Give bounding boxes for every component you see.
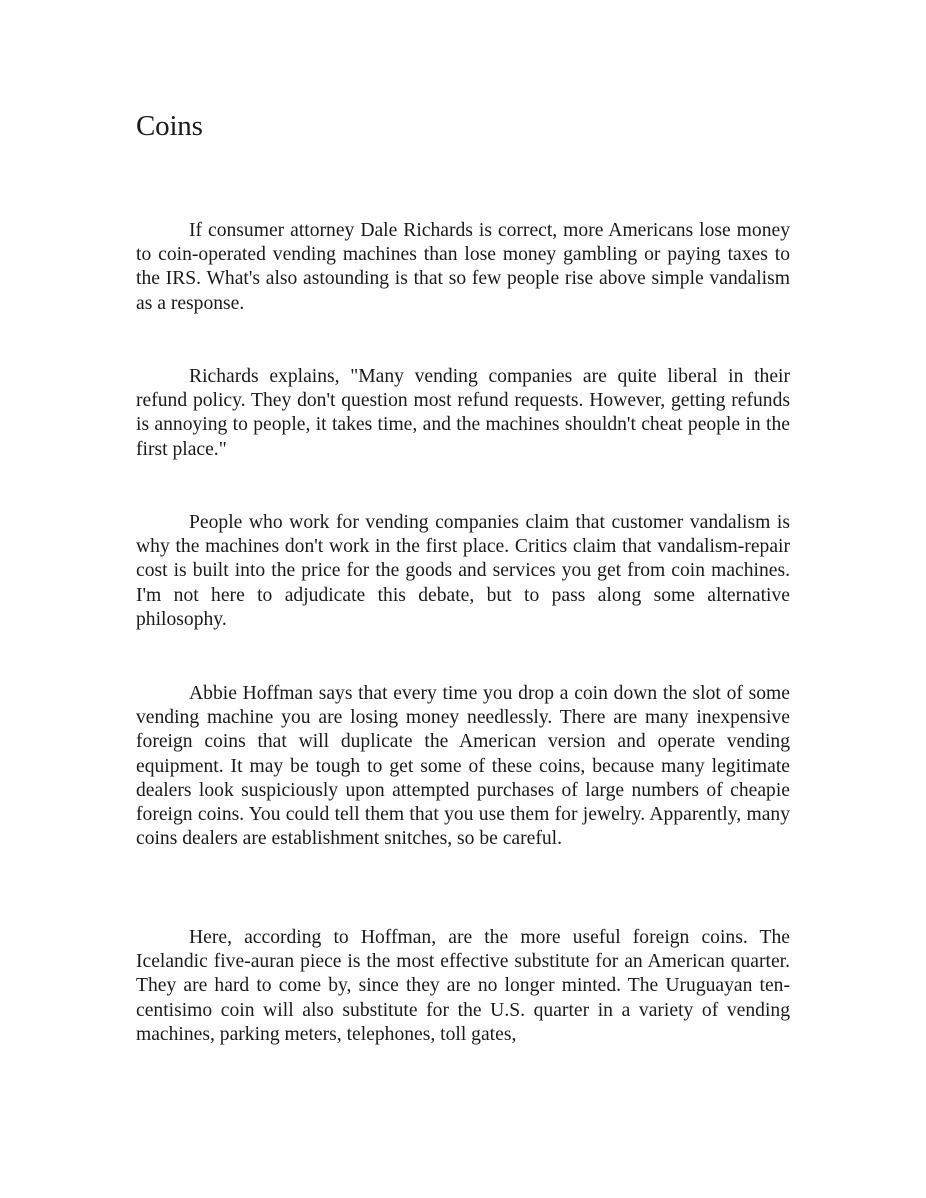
paragraph-richards-quote: Richards explains, "Many vending companies are quite liberal in their refund policy. They don't question most refund requests. However, getting refunds is annoying to people, it takes time, and the machines shouldn't cheat people in the first place." bbox=[136, 366, 790, 460]
page-title: Coins bbox=[136, 110, 203, 142]
paragraph-vending-losses: If consumer attorney Dale Richards is correct, more Americans lose money to coin-operated vending machines than lose money gambling or paying taxes to the IRS. What's also astounding is that so few people rise above simple vandalism as a response. bbox=[136, 220, 790, 314]
paragraph-hoffman-foreign-coins: Abbie Hoffman says that every time you drop a coin down the slot of some vending machine you are losing money needlessly. There are many inexpensive foreign coins that will duplicate the American version and operate vending equipment. It may be tough to get some of these coins, because many legitimate dealers look suspiciously upon attempted purchases of large numbers of cheapie foreign coins. You could tell them that you use them for jewelry. Apparently, many coins dealers are establishment snitches, so be careful. bbox=[136, 683, 790, 850]
paragraph-vandalism-debate: People who work for vending companies claim that customer vandalism is why the machines don't work in the first place. Critics claim that vandalism-repair cost is built into the price for the goods and services you get from coin machines. I'm not here to adjudicate this debate, but to pass along some alternative philosophy. bbox=[136, 512, 790, 630]
paragraph-useful-coins: Here, according to Hoffman, are the more useful foreign coins. The Icelandic five-auran piece is the most effective substitute for an American quarter. They are hard to come by, since they are no longer minted. The Uruguayan ten-centisimo coin will also substitute for the U.S. quarter in a variety of vending machines, parking meters, telephones, toll gates, bbox=[136, 927, 790, 1045]
